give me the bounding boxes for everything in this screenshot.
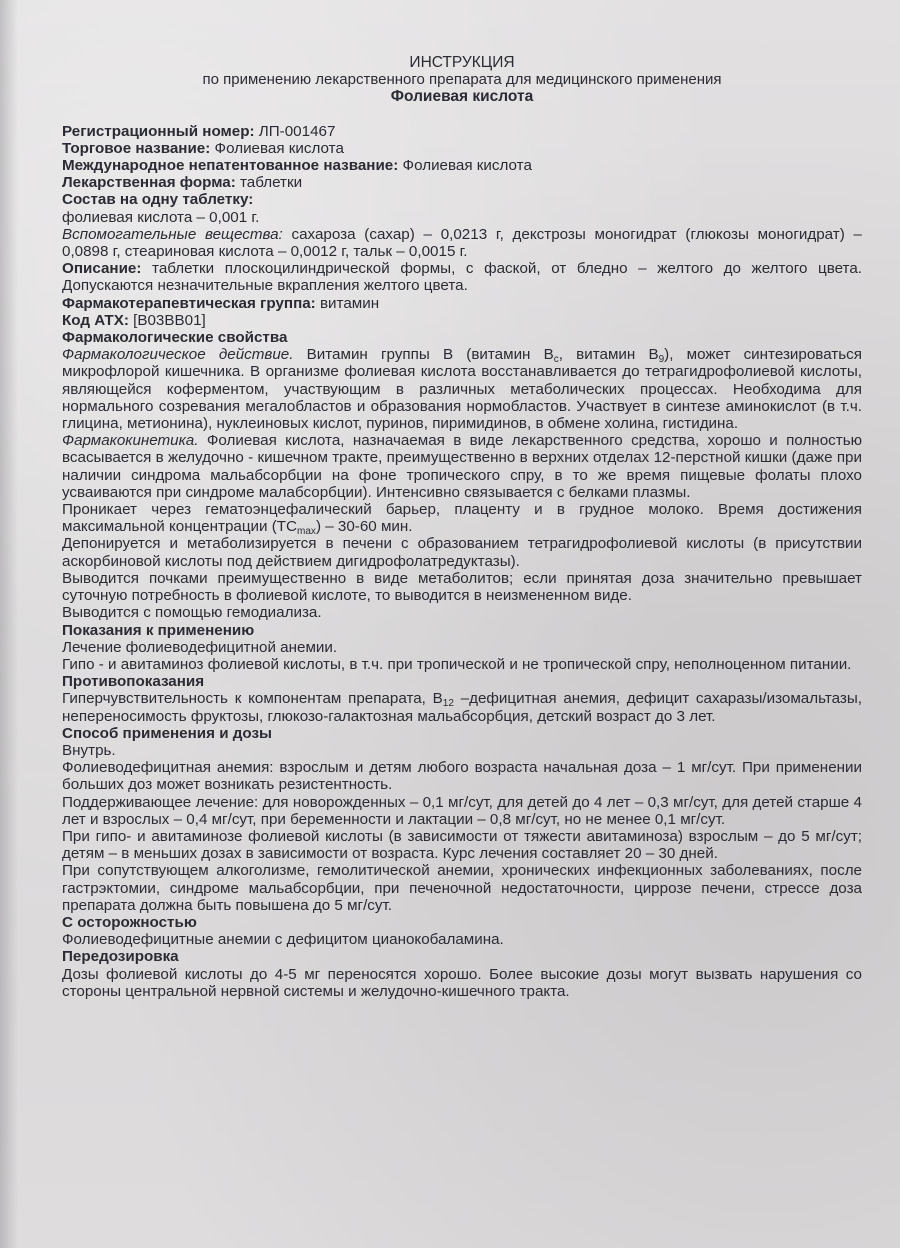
field-label: Торговое название: xyxy=(62,139,211,157)
pharm-group-field xyxy=(62,295,862,312)
registration-field xyxy=(62,123,862,140)
indications-heading: Показания к применению xyxy=(62,621,255,639)
field-label: Фармакотерапевтическая группа: xyxy=(62,294,316,312)
field-value: витамин xyxy=(319,294,380,312)
pharmacological-action-paragraph xyxy=(62,346,862,432)
atc-code-field xyxy=(62,312,862,329)
caution-heading: С осторожностью xyxy=(62,913,197,931)
excipients-value: сахароза (сахар) – 0,0213 г, декстрозы моногидрат (глюкозы моногидрат) – 0,0898 г, стеариновая кислота – 0,0012 г, тальк – 0,0015 г. xyxy=(62,225,862,261)
penetration-text: ) – 30-60 мин. xyxy=(315,518,413,536)
page-fold-shadow xyxy=(0,0,18,1248)
field-value: [B03BB01] xyxy=(133,311,206,329)
contraindications-text: Гиперчувствительность к компонентам препарата, В xyxy=(62,690,443,708)
indication-item: Гипо - и авитаминоз фолиевой кислоты, в т.ч. при тропической и не тропической спру, неполноценном питании. xyxy=(62,655,852,673)
dosage-form-field xyxy=(62,174,862,191)
excipients-paragraph xyxy=(62,226,862,260)
composition-heading: Состав на одну таблетку: xyxy=(62,191,254,209)
excretion-paragraph: Выводится почками преимущественно в виде метаболитов; если принятая доза значительно превышает суточную потребность в фолиевой кислоте, то выводится в неизмененном виде. xyxy=(62,569,862,605)
penetration-paragraph xyxy=(62,501,862,538)
field-label: Международное непатентованное название: xyxy=(62,157,399,175)
field-value: Фолиевая кислота xyxy=(402,157,532,175)
kinetics-text: Фолиевая кислота, назначаемая в виде лекарственного средства, хорошо и полностью всасывается в желудочно - кишечном тракте, преимущественно в верхних отделах 12-перстной кишки (даже при наличии синдрома мальабсорбции на фоне тропического спру, в то же время пищевые фолаты плохо усваиваются при синдроме малабсорбции). Интенсивно связывается с белками плазмы. xyxy=(62,432,862,501)
field-label: Лекарственная форма: xyxy=(62,174,236,192)
dosage-item: Фолиеводефицитная анемия: взрослым и детям любого возраста начальная доза – 1 мг/сут. При применении больших доз может возникать резистентность. xyxy=(62,759,862,794)
pharmacokinetics-paragraph xyxy=(62,432,862,501)
dosage-item: Поддерживающее лечение: для новорожденных – 0,1 мг/сут, для детей до 4 лет – 0,3 мг/сут, для детей старше 4 лет и взрослых – 0,4 мг/сут, при беременности и лактации – 0,8 мг/сут, но не менее 0,1 мг/сут. xyxy=(62,793,862,828)
contraindications-heading: Противопоказания xyxy=(62,673,205,691)
subscript: 12 xyxy=(442,698,454,710)
document-title: ИНСТРУКЦИЯ xyxy=(409,54,515,71)
action-text: ), может синтезироваться микрофлорой кишечника. В организме фолиевая кислота восстанавливается до тетрагидрофолиевой кислоты, являющейся коферментом, участвующим в различных метаболических процессах. Необходима для нормального созревания мегалобластов и образования нормобластов. Участвует в синтезе аминокислот (в т.ч. глицина, метионина), нуклеиновых кислот, пуринов, пиримидинов, в обмене холина, гистидина. xyxy=(62,346,862,433)
field-label: Код АТХ: xyxy=(62,311,129,329)
document-subtitle: по применению лекарственного препарата для медицинского применения xyxy=(202,71,722,89)
indication-item: Лечение фолиеводефицитной анемии. xyxy=(62,638,338,656)
field-value: Фолиевая кислота xyxy=(214,139,344,157)
dosage-item: При сопутствующем алкоголизме, гемолитической анемии, хронических инфекционных заболеваниях, после гастрэктомии, синдроме мальабсорбции, при печеночной недостаточности, циррозе печени, стрессе доза препарата должна быть повышена до 5 мг/сут. xyxy=(62,862,862,914)
description-paragraph xyxy=(62,260,862,294)
contraindications-text: –дефицитная анемия, дефицит сахаразы/изомальтазы, непереносимость фруктозы, глюкозо-галактозная мальабсорбция, детский возраст до 3 лет. xyxy=(62,690,862,725)
dialysis-paragraph: Выводится с помощью гемодиализа. xyxy=(62,604,322,622)
excipients-label: Вспомогательные вещества: xyxy=(62,225,283,243)
instruction-document xyxy=(62,54,862,1000)
subscript: 9 xyxy=(658,354,665,366)
penetration-text: Проникает через гематоэнцефалический барьер, плаценту и в грудное молоко. Время достижения максимальной концентрации (ТС xyxy=(62,501,862,536)
description-label: Описание: xyxy=(62,260,142,278)
dosage-item: При гипо- и авитаминозе фолиевой кислоты (в зависимости от тяжести авитаминоза) взрослым – до 5 мг/сут; детям – в меньших дозах в зависимости от возраста. Курс лечения составляет 20 – 30 дней. xyxy=(62,827,862,863)
field-value: таблетки xyxy=(240,174,303,192)
contraindications-paragraph xyxy=(62,690,862,724)
trade-name-field xyxy=(62,140,862,157)
subscript: с xyxy=(553,354,559,366)
subscript: max xyxy=(297,526,316,538)
deposition-paragraph: Депонируется и метаболизируется в печени с образованием тетрагидрофолиевой кислоты (в присутствии аскорбиновой кислоты под действием дигидрофолатредуктазы). xyxy=(62,535,862,570)
field-value: ЛП-001467 xyxy=(258,122,336,140)
description-value: таблетки плоскоцилиндрической формы, с фаской, от бледно – желтого до желтого цвета. Допускаются незначительные вкрапления желтого цвета. xyxy=(62,260,862,295)
action-text: Витамин группы В (витамин В xyxy=(306,346,554,364)
overdose-paragraph: Дозы фолиевой кислоты до 4-5 мг переносятся хорошо. Более высокие дозы могут вызвать нарушения со стороны центральной нервной системы и желудочно-кишечного тракта. xyxy=(62,965,862,1000)
kinetics-label: Фармакокинетика. xyxy=(62,432,199,450)
overdose-heading: Передозировка xyxy=(62,948,179,966)
drug-name-heading: Фолиевая кислота xyxy=(390,88,534,106)
dosage-heading: Способ применения и дозы xyxy=(62,724,273,742)
inn-field xyxy=(62,157,862,174)
action-label: Фармакологическое действие. xyxy=(62,346,294,364)
caution-paragraph: Фолиеводефицитные анемии с дефицитом цианокобаламина. xyxy=(62,931,504,949)
field-label: Регистрационный номер: xyxy=(62,122,255,140)
active-ingredient: фолиевая кислота – 0,001 г. xyxy=(62,208,260,226)
action-text: , витамин В xyxy=(558,346,659,364)
dosage-item: Внутрь. xyxy=(62,741,116,759)
pharmacology-heading: Фармакологические свойства xyxy=(62,329,288,347)
